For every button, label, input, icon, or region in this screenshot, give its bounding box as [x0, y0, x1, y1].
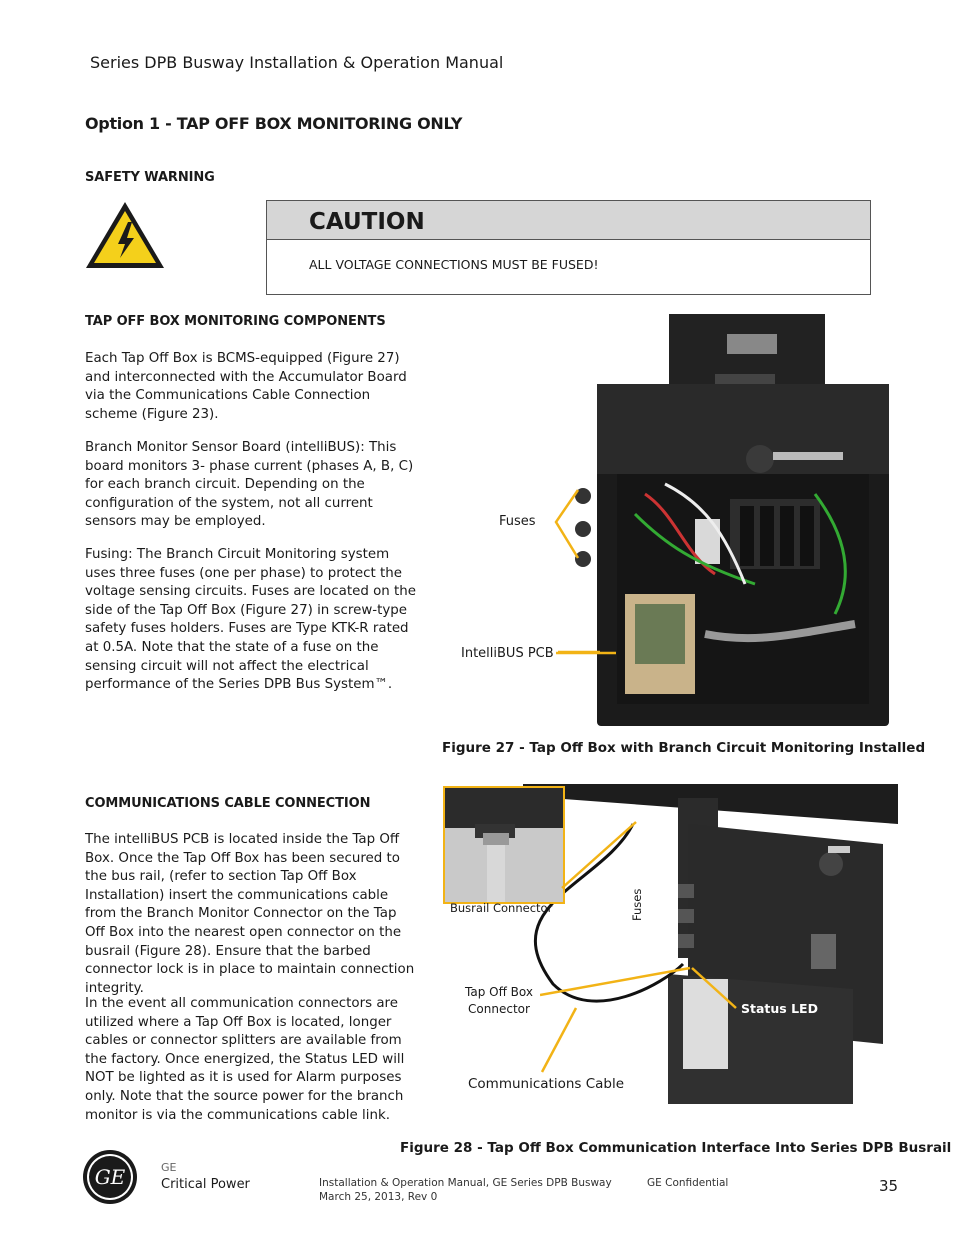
caution-header [267, 201, 870, 240]
fuses-label-rotated: Fuses [630, 888, 644, 921]
caution-box [266, 200, 871, 295]
figure28-callout-lines [540, 810, 900, 1080]
ge-logo-text: GE [94, 1165, 126, 1189]
document-header: Series DPB Busway Installation & Operation Manual [90, 53, 504, 72]
caution-text: ALL VOLTAGE CONNECTIONS MUST BE FUSED! [309, 257, 599, 272]
busrail-connector-label: Busrail Connector [450, 901, 553, 915]
footer-confidential: GE Confidential [647, 1177, 729, 1189]
ge-logo [82, 1149, 138, 1205]
components-para-3: Fusing: The Branch Circuit Monitoring system uses three fuses (one per phase) to protect the voltage sensing circuits. Fuses are located on the side of the Tap Off Box (Figure 27) in screw-type safety fuses holders. Fuses are Type KTK-R rated at 0.5A. Note that the state of a fuse on the sensing circuit will not affect the electrical performance of the Series DPB Bus System™. [85, 547, 416, 693]
footer-brand-critical-power: Critical Power [161, 1177, 250, 1192]
page-number: 35 [879, 1177, 899, 1195]
high-voltage-warning-icon [84, 200, 166, 270]
footer-doc-line-2: March 25, 2013, Rev 0 [319, 1191, 438, 1203]
communications-cable-label: Communications Cable [468, 1076, 625, 1092]
footer-brand-ge: GE [161, 1161, 177, 1174]
caution-title: CAUTION [309, 209, 425, 235]
components-para-1: Each Tap Off Box is BCMS-equipped (Figure 27) and interconnected with the Accumulator Board via the Communications Cable Connection scheme (Figure 23). [85, 351, 407, 422]
footer-doc-info [319, 1176, 612, 1204]
figure27-pcb-line [556, 651, 616, 655]
fuses-label: Fuses [499, 514, 536, 529]
figure28-caption: Figure 28 - Tap Off Box Communication Interface Into Series DPB Busrail [400, 1140, 952, 1156]
components-heading: TAP OFF BOX MONITORING COMPONENTS [85, 314, 386, 329]
section-title: Option 1 - TAP OFF BOX MONITORING ONLY [85, 114, 463, 133]
comms-para-1: The intelliBUS PCB is located inside the Tap Off Box. Once the Tap Off Box has been secured to the bus rail, (refer to section Tap Off Box Installation) insert the communications cable from the Branch Monitor Connector on the Tap Off Box into the nearest open connector on the busrail (Figure 28). Ensure that the barbed connector lock is in place to maintain connection integrity. [85, 832, 415, 996]
comms-heading: COMMUNICATIONS CABLE CONNECTION [85, 796, 371, 811]
components-para-2: Branch Monitor Sensor Board (intelliBUS): This board monitors 3- phase current (phases A, B, C) for each branch circuit. Depending on the configuration of the system, not all current sensors may be employed. [85, 440, 414, 530]
intellibus-pcb-label: IntelliBUS PCB [461, 646, 554, 661]
comms-para-2: In the event all communication connectors are utilized where a Tap Off Box is located, longer cables or connector splitters are available from the factory. Once energized, the Status LED will NOT be lighted as it is used for Alarm purposes only. Note that the source power for the branch monitor is via the communications cable link. [85, 996, 405, 1123]
tap-off-label-line-2: Connector [468, 1002, 530, 1016]
safety-heading: SAFETY WARNING [85, 170, 215, 185]
tap-off-box-connector-label [455, 984, 543, 1018]
tap-off-label-line-1: Tap Off Box [465, 985, 533, 999]
tap-off-box-photo [555, 314, 891, 726]
figure27-caption: Figure 27 - Tap Off Box with Branch Circuit Monitoring Installed [442, 740, 926, 756]
footer-doc-line-1: Installation & Operation Manual, GE Series DPB Busway [319, 1177, 612, 1189]
status-led-label: Status LED [741, 1001, 818, 1016]
